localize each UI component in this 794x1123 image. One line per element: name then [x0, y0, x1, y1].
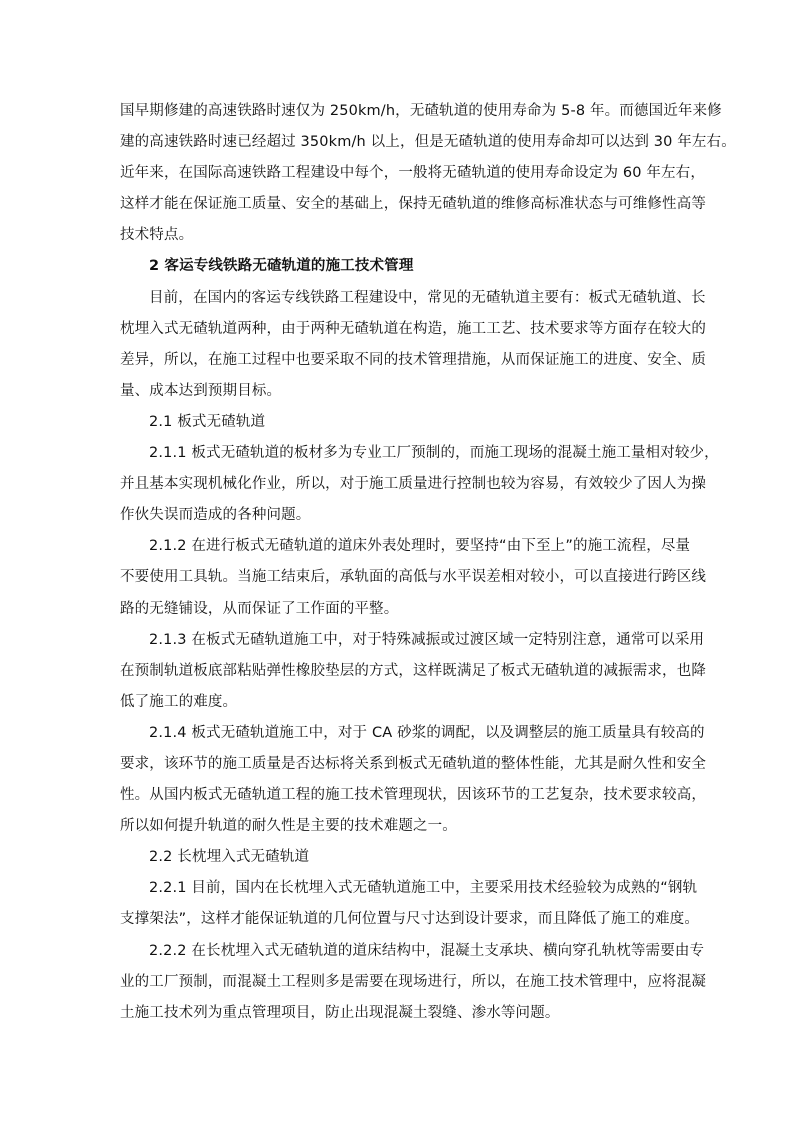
text-line: 2.1.1 板式无碴轨道的板材多为专业工厂预制的，而施工现场的混凝土施工量相对较少， — [149, 445, 719, 462]
text-line: 所以如何提升轨道的耐久性是主要的技术难题之一。 — [120, 818, 457, 835]
document-page — [120, 96, 736, 1029]
text-line: 性。从国内板式无碴轨道工程的施工技术管理现状，因该环节的工艺复杂，技术要求较高， — [120, 787, 706, 804]
document-body — [120, 96, 736, 1029]
text-line: 差异，所以，在施工过程中也要采取不同的技术管理措施，从而保证施工的进度、安全、质 — [120, 351, 706, 368]
text-line: 2.2.2 在长枕埋入式无碴轨道的道床结构中，混凝土支承块、横向穿孔轨枕等需要由专 — [149, 942, 705, 959]
text-line: 这样才能在保证施工质量、安全的基础上，保持无碴轨道的维修高标准状态与可维修性高等 — [120, 196, 706, 213]
text-line: 建的高速铁路时速已经超过 350km/h 以上，但是无碴轨道的使用寿命却可以达到 30 年左右。 — [120, 134, 736, 151]
text-line: 作伙失误而造成的各种问题。 — [120, 507, 311, 524]
text-line: 2.1 板式无碴轨道 — [149, 413, 266, 430]
text-line: 量、成本达到预期目标。 — [120, 382, 282, 399]
text-line: 2.2 长枕埋入式无碴轨道 — [149, 849, 310, 866]
text-line: 技术特点。 — [120, 227, 194, 244]
text-line: 要求，该环节的施工质量是否达标将关系到板式无碴轨道的整体性能，尤其是耐久性和安全 — [120, 755, 706, 772]
text-line: 2.2.1 目前，国内在长枕埋入式无碴轨道施工中，主要采用技术经验较为成熟的“钢轨 — [149, 880, 698, 897]
section-heading: 2 客运专线铁路无碴轨道的施工技术管理 — [149, 258, 414, 275]
text-line: 不要使用工具轨。当施工结束后，承轨面的高低与水平误差相对较小，可以直接进行跨区线 — [120, 569, 706, 586]
text-line: 路的无缝铺设，从而保证了工作面的平整。 — [120, 600, 399, 617]
text-line: 土施工技术列为重点管理项目，防止出现混凝土裂缝、渗水等问题。 — [120, 1004, 560, 1021]
text-line: 2.1.3 在板式无碴轨道施工中，对于特殊减振或过渡区域一定特别注意，通常可以采用 — [149, 631, 705, 648]
text-line: 2.1.4 板式无碴轨道施工中，对于 CA 砂浆的调配，以及调整层的施工质量具有较高的 — [149, 724, 705, 741]
text-line: 枕埋入式无碴轨道两种，由于两种无碴轨道在构造，施工工艺、技术要求等方面存在较大的 — [120, 320, 706, 337]
text-line: 近年来，在国际高速铁路工程建设中每个，一般将无碴轨道的使用寿命设定为 60 年左右， — [120, 165, 705, 182]
text-line: 2.1.2 在进行板式无碴轨道的道床外表处理时，要坚持“由下至上”的施工流程，尽量 — [149, 538, 691, 555]
text-line: 业的工厂预制，而混凝土工程则多是需要在现场进行，所以，在施工技术管理中，应将混凝 — [120, 973, 706, 990]
text-line: 国早期修建的高速铁路时速仅为 250km/h，无碴轨道的使用寿命为 5-8 年。而德国近年来修 — [120, 103, 722, 119]
text-line: 目前，在国内的客运专线铁路工程建设中，常见的无碴轨道主要有：板式无碴轨道、长 — [149, 289, 706, 306]
text-line: 支撑架法”，这样才能保证轨道的几何位置与尺寸达到设计要求，而且降低了施工的难度。 — [120, 911, 700, 928]
text-line: 低了施工的难度。 — [120, 693, 238, 710]
text-line: 在预制轨道板底部粘贴弹性橡胶垫层的方式，这样既满足了板式无碴轨道的减振需求，也降 — [120, 662, 706, 679]
text-line: 并且基本实现机械化作业，所以，对于施工质量进行控制也较为容易，有效较少了因人为操 — [120, 476, 706, 493]
